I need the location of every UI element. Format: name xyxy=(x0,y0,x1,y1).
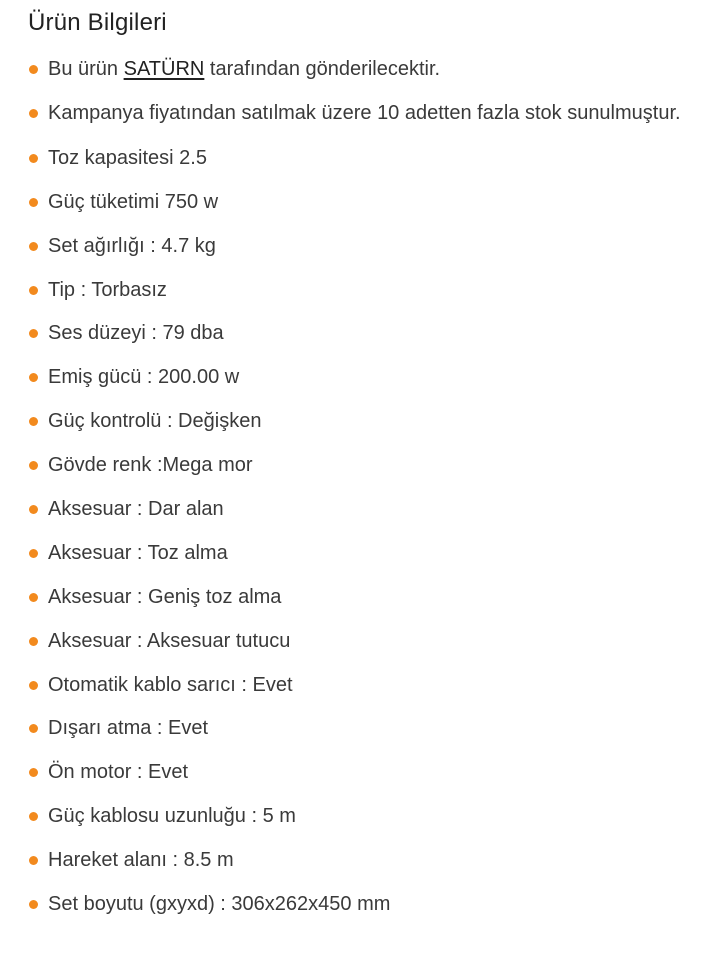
seller-prefix: Bu ürün xyxy=(48,58,124,80)
list-item-text: Aksesuar : Toz alma xyxy=(48,541,228,564)
list-item-text: Emiş gücü : 200.00 w xyxy=(48,366,240,389)
list-item-text: Otomatik kablo sarıcı : Evet xyxy=(48,673,293,696)
list-item-text: Güç kontrolü : Değişken xyxy=(48,410,262,433)
list-item xyxy=(0,190,717,215)
bullet-icon xyxy=(29,593,38,602)
bullet-icon xyxy=(29,549,38,558)
list-item xyxy=(0,541,717,566)
list-item-seller xyxy=(0,57,717,82)
bullet-icon xyxy=(29,286,38,295)
list-item-text: Dışarı atma : Evet xyxy=(48,717,209,740)
list-item xyxy=(0,892,717,917)
product-info-list xyxy=(0,57,717,936)
list-item xyxy=(0,146,717,171)
bullet-icon xyxy=(29,154,38,163)
list-item-text: Aksesuar : Geniş toz alma xyxy=(48,585,282,608)
seller-link[interactable]: SATÜRN xyxy=(123,58,205,80)
list-item xyxy=(0,278,717,303)
list-item-text: Tip : Torbasız xyxy=(48,278,167,301)
bullet-icon xyxy=(29,109,38,118)
bullet-icon xyxy=(29,681,38,690)
bullet-icon xyxy=(29,461,38,470)
bullet-icon xyxy=(29,242,38,251)
list-item xyxy=(0,409,717,434)
list-item-text: Toz kapasitesi 2.5 xyxy=(48,146,207,169)
page-title: Ürün Bilgileri xyxy=(28,9,167,36)
list-item xyxy=(0,760,717,785)
list-item xyxy=(0,497,717,522)
bullet-icon xyxy=(29,856,38,865)
list-item-text: Güç kablosu uzunluğu : 5 m xyxy=(48,805,296,828)
bullet-icon xyxy=(29,900,38,909)
list-item xyxy=(0,673,717,698)
list-item xyxy=(0,453,717,478)
list-item-text: Aksesuar : Dar alan xyxy=(48,498,224,521)
bullet-icon xyxy=(29,373,38,382)
bullet-icon xyxy=(29,724,38,733)
list-item-text: Aksesuar : Aksesuar tutucu xyxy=(48,629,291,652)
list-item xyxy=(0,716,717,741)
list-item-text: Set ağırlığı : 4.7 kg xyxy=(48,234,216,257)
bullet-icon xyxy=(29,505,38,514)
bullet-icon xyxy=(29,65,38,74)
bullet-icon xyxy=(29,198,38,207)
list-item-text: Güç tüketimi 750 w xyxy=(48,190,219,213)
seller-suffix: tarafından gönderilecektir. xyxy=(204,58,441,80)
list-item xyxy=(0,365,717,390)
bullet-icon xyxy=(29,329,38,338)
bullet-icon xyxy=(29,768,38,777)
list-item xyxy=(0,804,717,829)
list-item xyxy=(0,234,717,259)
bullet-icon xyxy=(29,637,38,646)
list-item-text: Set boyutu (gxyxd) : 306x262x450 mm xyxy=(48,893,391,916)
bullet-icon xyxy=(29,417,38,426)
list-item xyxy=(0,629,717,654)
list-item xyxy=(0,101,717,126)
list-item xyxy=(0,848,717,873)
list-item-text: Gövde renk :Mega mor xyxy=(48,454,253,477)
list-item xyxy=(0,585,717,610)
bullet-icon xyxy=(29,812,38,821)
list-item-text: Hareket alanı : 8.5 m xyxy=(48,849,234,872)
list-item-text: Ses düzeyi : 79 dba xyxy=(48,322,224,345)
list-item-text: Ön motor : Evet xyxy=(48,761,189,784)
list-item-text: Kampanya fiyatından satılmak üzere 10 adetten fazla stok sunulmuştur. xyxy=(48,101,681,124)
list-item xyxy=(0,321,717,346)
